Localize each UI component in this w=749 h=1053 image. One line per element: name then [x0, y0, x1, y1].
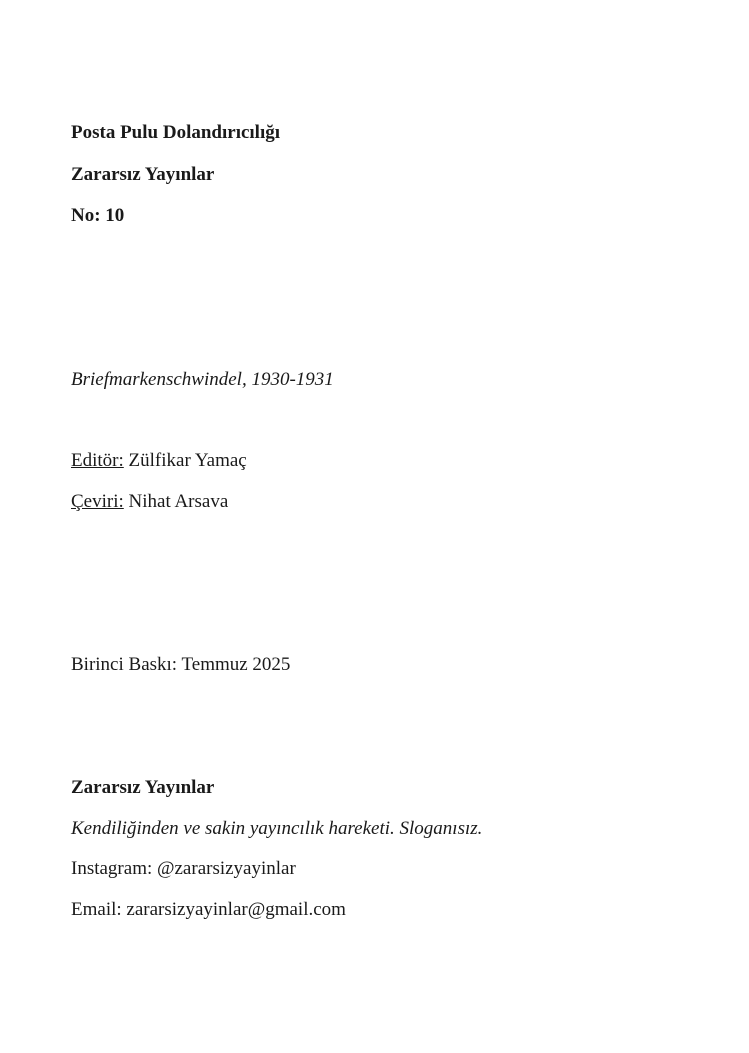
- editor-label: Editör:: [71, 450, 124, 471]
- original-title: Briefmarkenschwindel, 1930-1931: [71, 369, 334, 390]
- edition-info: Birinci Baskı: Temmuz 2025: [71, 654, 291, 675]
- translator-credit: [71, 490, 228, 514]
- editor-credit: [71, 449, 247, 473]
- editor-name: Zülfikar Yamaç: [128, 450, 247, 471]
- translator-name: Nihat Arsava: [128, 491, 229, 512]
- contact-email: Email: zararsizyayinlar@gmail.com: [71, 899, 346, 920]
- publisher-slogan: Kendiliğinden ve sakin yayıncılık hareketi. Sloganısız.: [71, 818, 483, 839]
- instagram-handle: Instagram: @zararsizyayinlar: [71, 858, 296, 879]
- series-number: No: 10: [71, 205, 125, 226]
- publisher-name: Zararsız Yayınlar: [71, 164, 215, 185]
- book-title: Posta Pulu Dolandırıcılığı: [71, 122, 281, 143]
- translator-label: Çeviri:: [71, 491, 124, 512]
- footer-publisher-name: Zararsız Yayınlar: [71, 777, 215, 798]
